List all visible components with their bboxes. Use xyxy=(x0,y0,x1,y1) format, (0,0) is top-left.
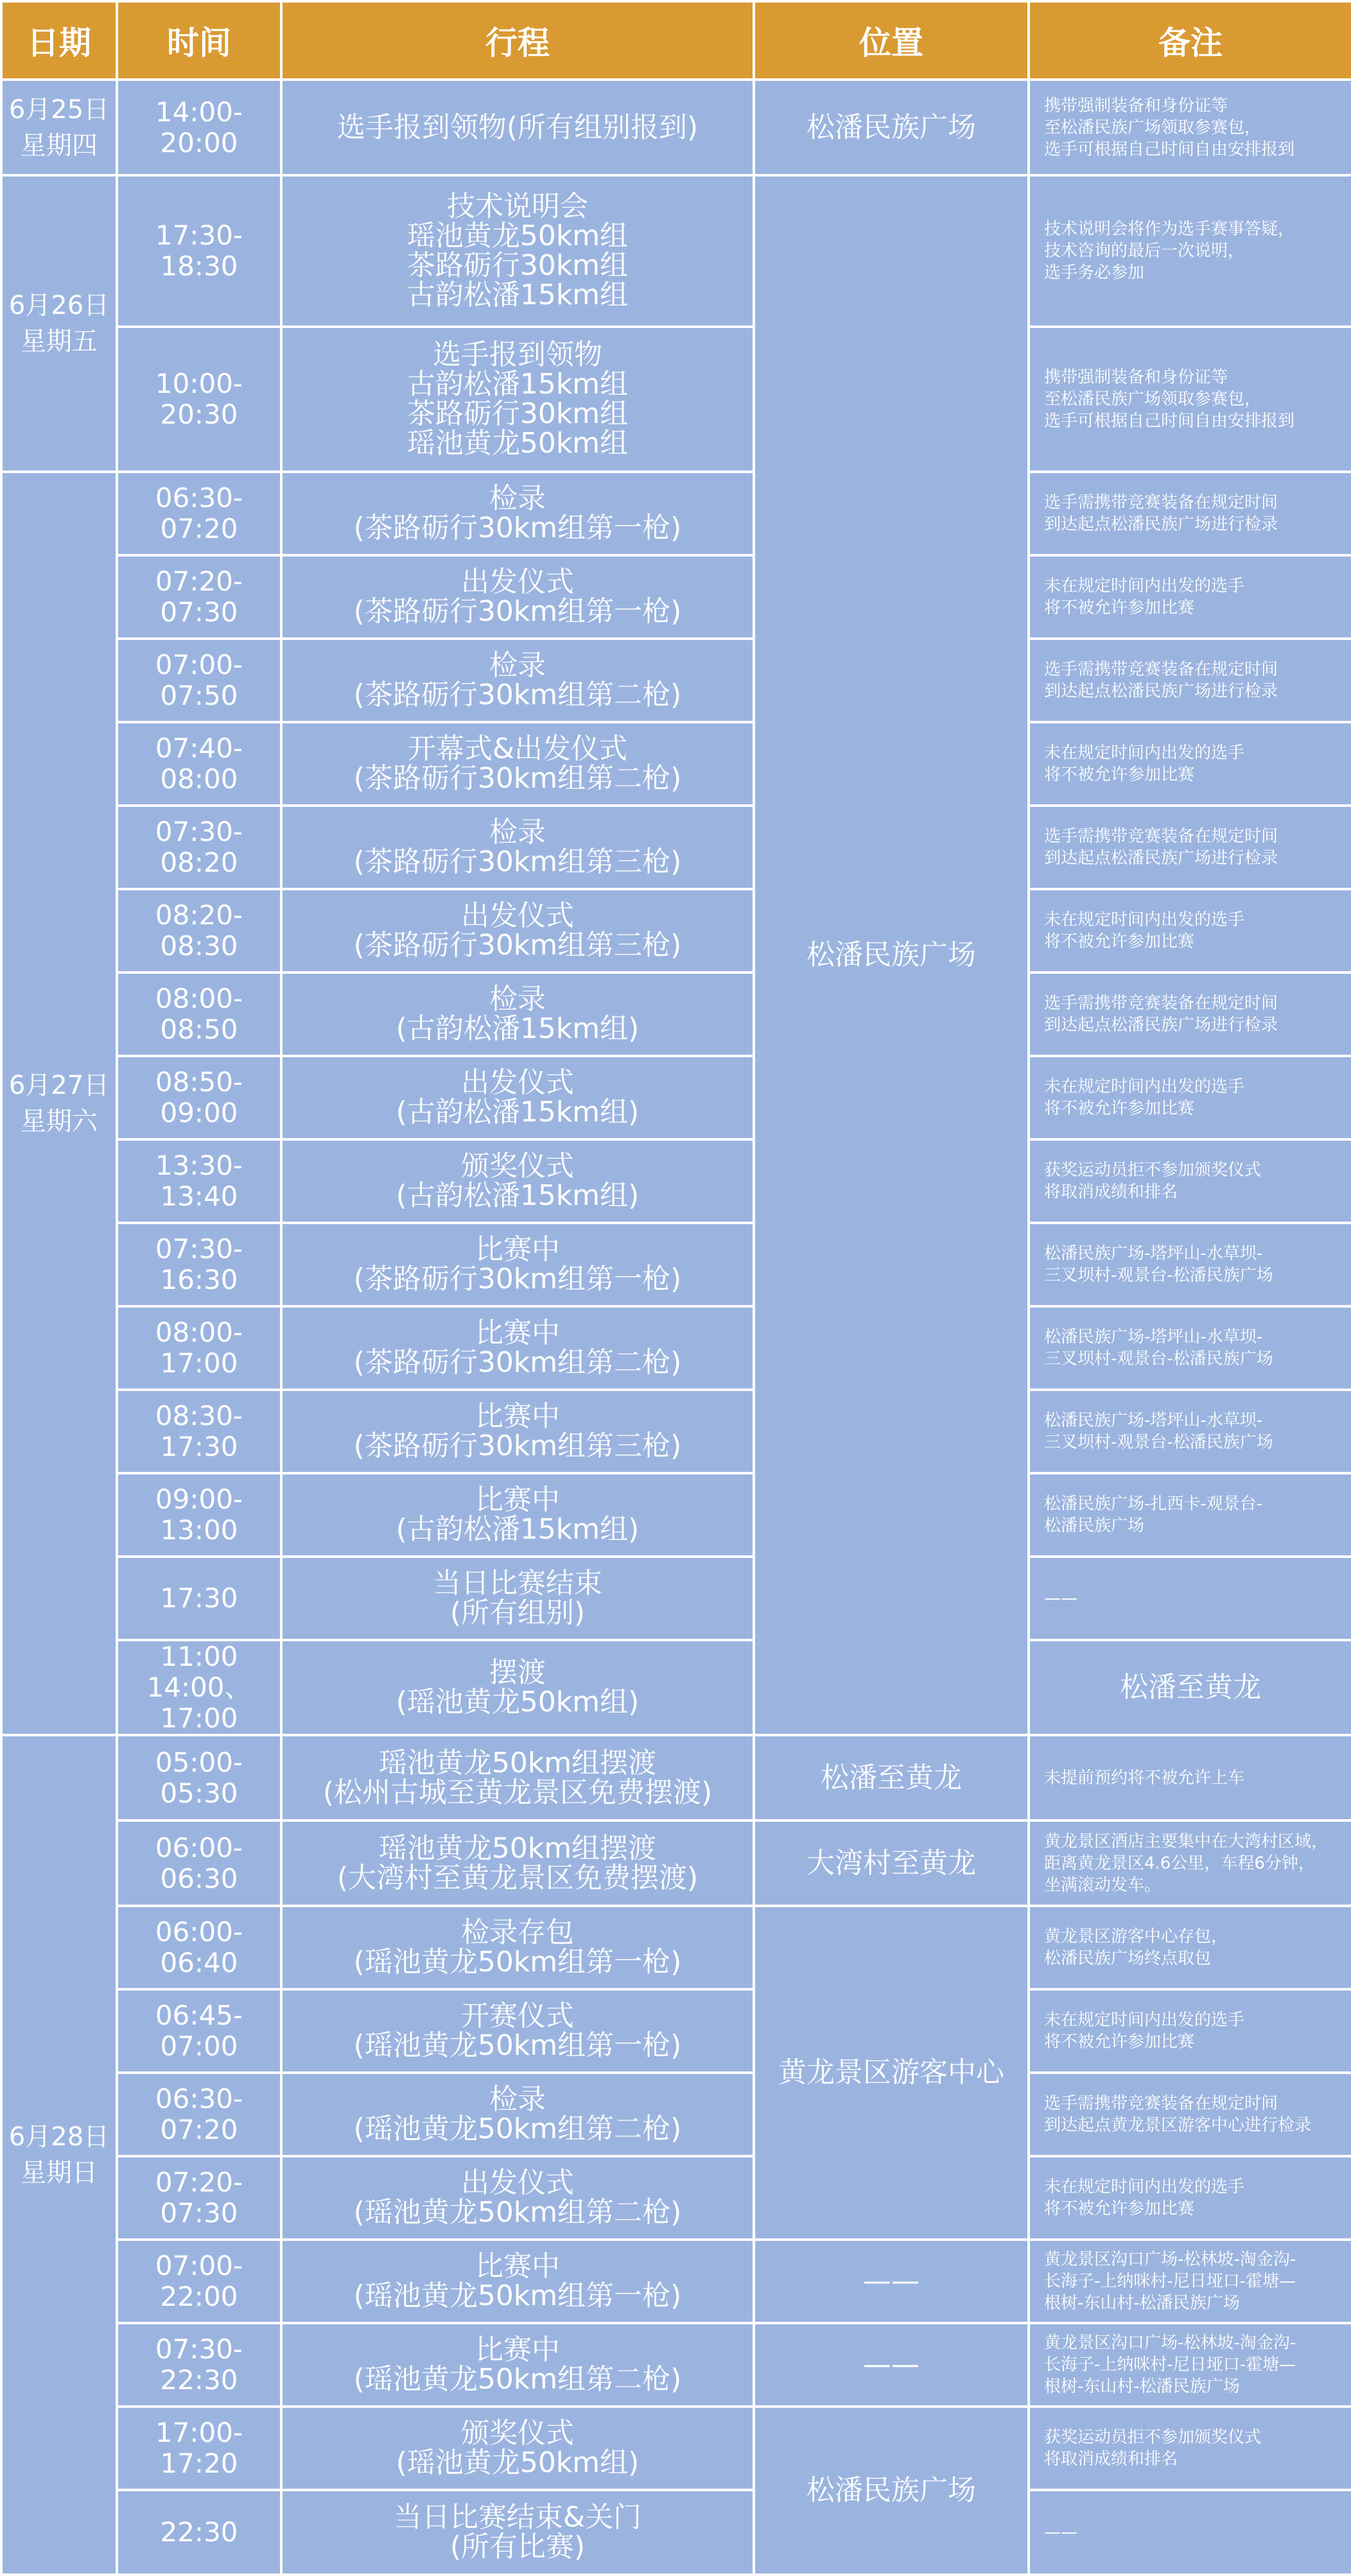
event-cell: 技术说明会 瑶池黄龙50km组 茶路砺行30km组 古韵松潘15km组 xyxy=(281,175,754,327)
note-cell: 携带强制装备和身份证等 至松潘民族广场领取参赛包， 选手可根据自己时间自由安排报到 xyxy=(1029,327,1351,472)
note-cell: 松潘民族广场-塔坪山-水草坝- 三叉坝村-观景台-松潘民族广场 xyxy=(1029,1306,1351,1390)
time-cell: 07:30-08:20 xyxy=(117,806,281,889)
time-cell: 06:30-07:20 xyxy=(117,2073,281,2156)
event-cell: 出发仪式 (茶路砺行30km组第一枪) xyxy=(281,555,754,639)
header-event: 行程 xyxy=(281,1,754,80)
table-row xyxy=(1,2490,1351,2575)
table-row xyxy=(1,1306,1351,1390)
table-row xyxy=(1,1989,1351,2073)
header-time: 时间 xyxy=(117,1,281,80)
time-cell: 17:30-18:30 xyxy=(117,175,281,327)
location-cell: 松潘至黄龙 xyxy=(1029,1640,1351,1735)
note-cell: 选手需携带竞赛装备在规定时间 到达起点松潘民族广场进行检录 xyxy=(1029,972,1351,1056)
table-row xyxy=(1,806,1351,889)
table-row xyxy=(1,1557,1351,1640)
note-cell: 获奖运动员拒不参加颁奖仪式 将取消成绩和排名 xyxy=(1029,2407,1351,2490)
event-cell: 颁奖仪式 (古韵松潘15km组) xyxy=(281,1139,754,1223)
table-row xyxy=(1,2323,1351,2407)
event-cell: 出发仪式 (古韵松潘15km组) xyxy=(281,1056,754,1139)
event-cell: 检录 (古韵松潘15km组) xyxy=(281,972,754,1056)
table-row xyxy=(1,1056,1351,1139)
time-cell: 07:20-07:30 xyxy=(117,555,281,639)
note-cell: —— xyxy=(1029,2490,1351,2575)
note-cell: —— xyxy=(1029,1557,1351,1640)
header-row xyxy=(1,1,1351,80)
note-cell: 未在规定时间内出发的选手 将不被允许参加比赛 xyxy=(1029,2156,1351,2240)
note-cell: 黄龙景区沟口广场-松林坡-淘金沟- 长海子-上纳咪村-尼日垭口-霍塘— 根树-东山村-松潘民族广场 xyxy=(1029,2323,1351,2407)
table-row xyxy=(1,1640,1351,1735)
event-cell: 检录 (茶路砺行30km组第三枪) xyxy=(281,806,754,889)
note-cell: 未提前预约将不被允许上车 xyxy=(1029,1735,1351,1820)
event-cell: 当日比赛结束&关门 (所有比赛) xyxy=(281,2490,754,2575)
time-cell: 17:00-17:20 xyxy=(117,2407,281,2490)
event-cell: 开幕式&出发仪式 (茶路砺行30km组第二枪) xyxy=(281,722,754,806)
date-cell: 6月26日 星期五 xyxy=(1,175,117,472)
date-cell: 6月27日 星期六 xyxy=(1,472,117,1735)
note-cell: 未在规定时间内出发的选手 将不被允许参加比赛 xyxy=(1029,555,1351,639)
table-row xyxy=(1,555,1351,639)
time-cell: 22:30 xyxy=(117,2490,281,2575)
note-cell: 携带强制装备和身份证等 至松潘民族广场领取参赛包， 选手可根据自己时间自由安排报到 xyxy=(1029,80,1351,175)
note-cell: 选手需携带竞赛装备在规定时间 到达起点松潘民族广场进行检录 xyxy=(1029,806,1351,889)
note-cell: 松潘民族广场-塔坪山-水草坝- 三叉坝村-观景台-松潘民族广场 xyxy=(1029,1223,1351,1306)
table-row xyxy=(1,2156,1351,2240)
note-cell: 松潘民族广场-扎西卡-观景台- 松潘民族广场 xyxy=(1029,1473,1351,1557)
note-cell: 选手需携带竞赛装备在规定时间 到达起点松潘民族广场进行检录 xyxy=(1029,639,1351,722)
note-cell: 技术说明会将作为选手赛事答疑， 技术咨询的最后一次说明， 选手务必参加 xyxy=(1029,175,1351,327)
table-row xyxy=(1,1139,1351,1223)
event-cell: 比赛中 (瑶池黄龙50km组第二枪) xyxy=(281,2323,754,2407)
note-cell: 未在规定时间内出发的选手 将不被允许参加比赛 xyxy=(1029,722,1351,806)
location-cell: —— xyxy=(754,2323,1029,2407)
header-date: 日期 xyxy=(1,1,117,80)
location-cell: 松潘民族广场 xyxy=(754,2407,1029,2575)
location-cell: 松潘至黄龙 xyxy=(754,1735,1029,1820)
location-cell: 大湾村至黄龙 xyxy=(754,1820,1029,1906)
table-row xyxy=(1,472,1351,555)
table-row xyxy=(1,2407,1351,2490)
event-cell: 颁奖仪式 (瑶池黄龙50km组) xyxy=(281,2407,754,2490)
table-row xyxy=(1,175,1351,327)
table-row xyxy=(1,722,1351,806)
event-cell: 当日比赛结束 (所有组别) xyxy=(281,1557,754,1640)
time-cell: 08:00-17:00 xyxy=(117,1306,281,1390)
note-cell: 黄龙景区酒店主要集中在大湾村区域， 距离黄龙景区4.6公里，车程6分钟， 坐满滚动发车。 xyxy=(1029,1820,1351,1906)
note-cell: 松潘民族广场-塔坪山-水草坝- 三叉坝村-观景台-松潘民族广场 xyxy=(1029,1390,1351,1473)
location-cell: 松潘民族广场 xyxy=(754,175,1029,1735)
time-cell: 07:20-07:30 xyxy=(117,2156,281,2240)
table-row xyxy=(1,1390,1351,1473)
event-cell: 比赛中 (瑶池黄龙50km组第一枪) xyxy=(281,2240,754,2323)
table-row xyxy=(1,1473,1351,1557)
event-cell: 比赛中 (茶路砺行30km组第一枪) xyxy=(281,1223,754,1306)
table-row xyxy=(1,2240,1351,2323)
event-cell: 检录 (茶路砺行30km组第二枪) xyxy=(281,639,754,722)
event-cell: 检录存包 (瑶池黄龙50km组第一枪) xyxy=(281,1906,754,1989)
time-cell: 06:30-07:20 xyxy=(117,472,281,555)
event-cell: 瑶池黄龙50km组摆渡 (松州古城至黄龙景区免费摆渡) xyxy=(281,1735,754,1820)
table-row xyxy=(1,2073,1351,2156)
time-cell: 11:00 14:00、17:00 xyxy=(117,1640,281,1735)
location-cell: 松潘民族广场 xyxy=(754,80,1029,175)
event-cell: 瑶池黄龙50km组摆渡 (大湾村至黄龙景区免费摆渡) xyxy=(281,1820,754,1906)
table-row xyxy=(1,80,1351,175)
time-cell: 07:30-16:30 xyxy=(117,1223,281,1306)
event-cell: 摆渡 (瑶池黄龙50km组) xyxy=(281,1640,754,1735)
note-cell: 未在规定时间内出发的选手 将不被允许参加比赛 xyxy=(1029,1056,1351,1139)
time-cell: 08:20-08:30 xyxy=(117,889,281,972)
time-cell: 07:40-08:00 xyxy=(117,722,281,806)
table-row xyxy=(1,327,1351,472)
time-cell: 09:00-13:00 xyxy=(117,1473,281,1557)
table-row xyxy=(1,1906,1351,1989)
table-row xyxy=(1,1223,1351,1306)
location-cell: —— xyxy=(754,2240,1029,2323)
note-cell: 获奖运动员拒不参加颁奖仪式 将取消成绩和排名 xyxy=(1029,1139,1351,1223)
time-cell: 17:30 xyxy=(117,1557,281,1640)
table-row xyxy=(1,972,1351,1056)
note-cell: 黄龙景区沟口广场-松林坡-淘金沟- 长海子-上纳咪村-尼日垭口-霍塘— 根树-东山村-松潘民族广场 xyxy=(1029,2240,1351,2323)
note-cell: 黄龙景区游客中心存包， 松潘民族广场终点取包 xyxy=(1029,1906,1351,1989)
location-cell: 黄龙景区游客中心 xyxy=(754,1906,1029,2240)
table-row xyxy=(1,1820,1351,1906)
event-cell: 选手报到领物 古韵松潘15km组 茶路砺行30km组 瑶池黄龙50km组 xyxy=(281,327,754,472)
event-cell: 开赛仪式 (瑶池黄龙50km组第一枪) xyxy=(281,1989,754,2073)
note-cell: 选手需携带竞赛装备在规定时间 到达起点松潘民族广场进行检录 xyxy=(1029,472,1351,555)
time-cell: 08:30-17:30 xyxy=(117,1390,281,1473)
time-cell: 06:00-06:40 xyxy=(117,1906,281,1989)
event-cell: 比赛中 (古韵松潘15km组) xyxy=(281,1473,754,1557)
time-cell: 07:00-07:50 xyxy=(117,639,281,722)
note-cell: 选手需携带竞赛装备在规定时间 到达起点黄龙景区游客中心进行检录 xyxy=(1029,2073,1351,2156)
event-cell: 检录 (瑶池黄龙50km组第二枪) xyxy=(281,2073,754,2156)
note-cell: 未在规定时间内出发的选手 将不被允许参加比赛 xyxy=(1029,889,1351,972)
table-row xyxy=(1,639,1351,722)
table-row xyxy=(1,1735,1351,1820)
header-note: 备注 xyxy=(1029,1,1351,80)
date-cell: 6月28日 星期日 xyxy=(1,1735,117,2575)
time-cell: 13:30-13:40 xyxy=(117,1139,281,1223)
note-cell: 未在规定时间内出发的选手 将不被允许参加比赛 xyxy=(1029,1989,1351,2073)
event-cell: 选手报到领物(所有组别报到) xyxy=(281,80,754,175)
time-cell: 10:00-20:30 xyxy=(117,327,281,472)
event-cell: 出发仪式 (瑶池黄龙50km组第二枪) xyxy=(281,2156,754,2240)
header-location: 位置 xyxy=(754,1,1029,80)
table-row xyxy=(1,889,1351,972)
time-cell: 06:45-07:00 xyxy=(117,1989,281,2073)
time-cell: 08:50-09:00 xyxy=(117,1056,281,1139)
time-cell: 07:30-22:30 xyxy=(117,2323,281,2407)
event-cell: 检录 (茶路砺行30km组第一枪) xyxy=(281,472,754,555)
event-cell: 比赛中 (茶路砺行30km组第三枪) xyxy=(281,1390,754,1473)
time-cell: 07:00-22:00 xyxy=(117,2240,281,2323)
event-cell: 出发仪式 (茶路砺行30km组第三枪) xyxy=(281,889,754,972)
time-cell: 06:00-06:30 xyxy=(117,1820,281,1906)
time-cell: 08:00-08:50 xyxy=(117,972,281,1056)
time-cell: 14:00-20:00 xyxy=(117,80,281,175)
date-cell: 6月25日 星期四 xyxy=(1,80,117,175)
time-cell: 05:00-05:30 xyxy=(117,1735,281,1820)
event-cell: 比赛中 (茶路砺行30km组第二枪) xyxy=(281,1306,754,1390)
